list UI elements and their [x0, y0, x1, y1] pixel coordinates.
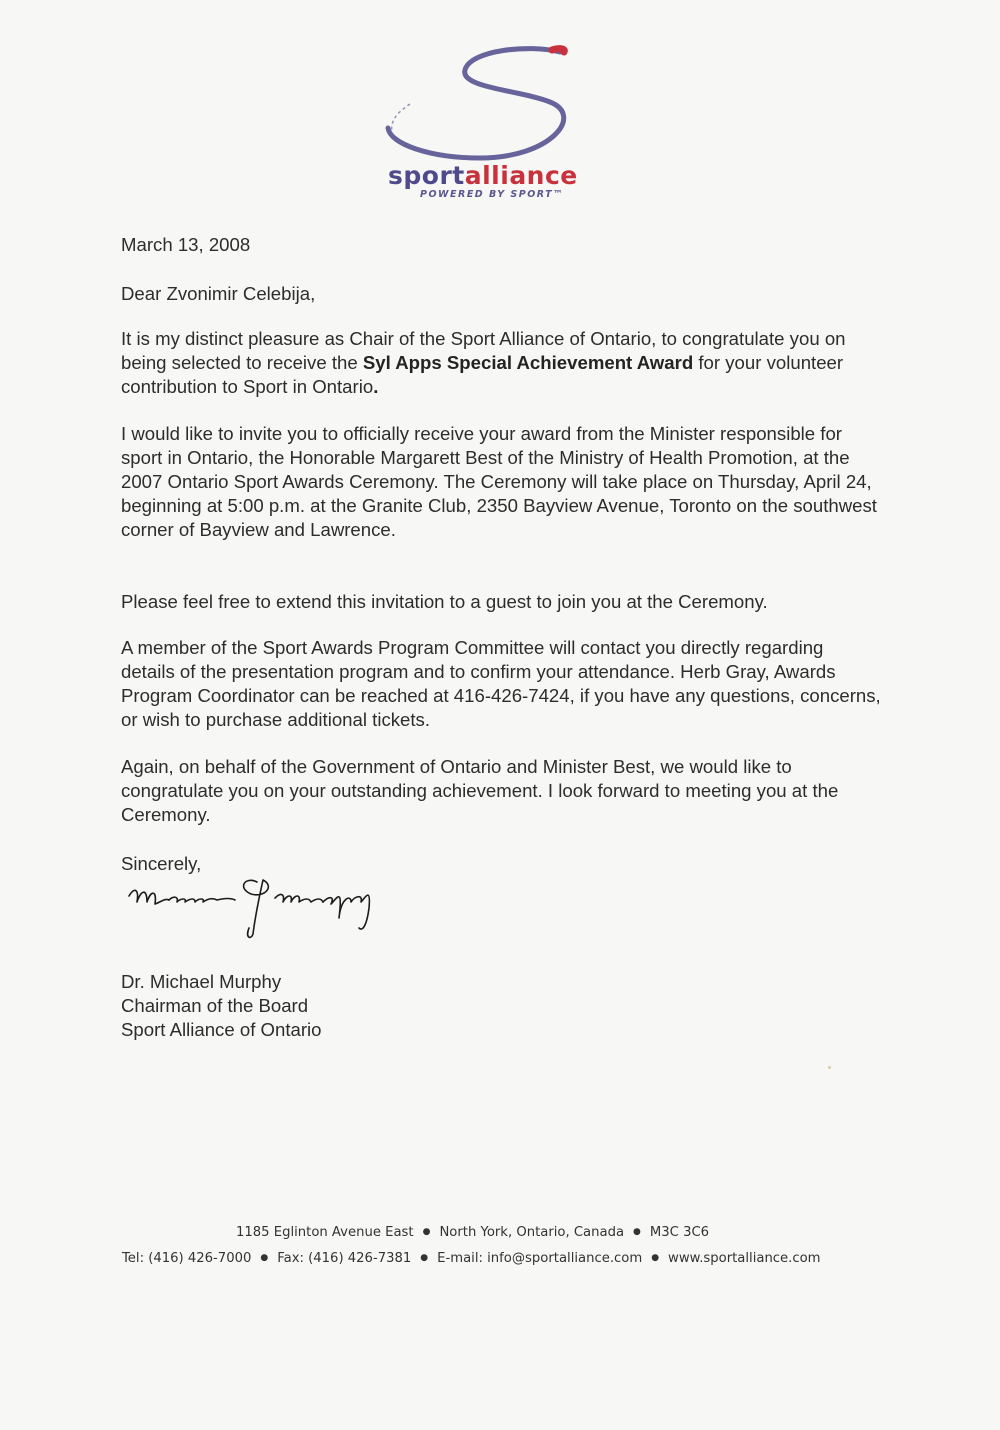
bullet-separator: ● [420, 1253, 429, 1263]
bullet-separator: ● [651, 1253, 660, 1263]
closing-remarks-text: Again, on behalf of the Government of Ontario and Minister Best, we would like to congratulate you on your outstanding achievement. I look forward to meeting you at the Ceremony. [121, 756, 839, 825]
footer-contact-line [122, 1251, 882, 1266]
p1-period: . [373, 376, 379, 397]
guest-text: Please feel free to extend this invitation to a guest to join you at the Ceremony. [121, 591, 768, 612]
brand-word-sport: sport [388, 161, 465, 190]
committee-text: A member of the Sport Awards Program Committee will contact you directly regarding details of the presentation program and to confirm your attendance. Herb Gray, Awards Program Coordinator can be reached at 416-426-7424, if you have any questions, concerns, or wish to purchase additional tickets. [121, 637, 881, 730]
bullet-separator: ● [422, 1227, 431, 1237]
brand-wordmark [388, 162, 598, 190]
p1-rest: for your volunteer contribution to Sport in Ontario [121, 352, 844, 397]
invitation-text: I would like to invite you to officially receive your award from the Minister responsible for sport in Ontario, the Honorable Margarett Best of the Ministry of Health Promotion, at the 2007 Ontario Sport Awards Ceremony. The Ceremony will take place on Thursday, April 24, beginning at 5:00 p.m. at the Granite Club, 2350 Bayview Avenue, Toronto on the southwest corner of Bayview and Lawrence. [121, 423, 877, 540]
paragraph-committee [121, 636, 881, 732]
p1-intro: It is my distinct pleasure as Chair of the Sport Alliance of Ontario, to congratulate you on being selected to receive the [121, 328, 846, 373]
paragraph-closing-remarks [121, 755, 881, 827]
footer-fax: Fax: (416) 426-7381 [277, 1251, 412, 1266]
signer-name: Dr. Michael Murphy [121, 971, 282, 992]
paragraph-guest [121, 590, 881, 614]
bullet-separator: ● [260, 1253, 269, 1263]
handwritten-signature [125, 868, 405, 948]
signer-title: Chairman of the Board [121, 995, 309, 1016]
bullet-separator: ● [633, 1227, 641, 1237]
footer-city: North York, Ontario, Canada [439, 1225, 625, 1240]
paragraph-congratulations [121, 327, 881, 399]
footer-telephone: Tel: (416) 426-7000 [122, 1251, 252, 1266]
footer-street: 1185 Eglinton Avenue East [236, 1225, 414, 1240]
signer-organization: Sport Alliance of Ontario [121, 1019, 322, 1040]
letter-date: March 13, 2008 [121, 234, 251, 255]
footer-email[interactable]: E-mail: info@sportalliance.com [437, 1251, 643, 1266]
salutation: Dear Zvonimir Celebija, [121, 283, 316, 304]
paper-speck [828, 1066, 831, 1069]
swoosh-s-icon [380, 40, 620, 165]
award-name: Syl Apps Special Achievement Award [362, 352, 694, 373]
brand-tagline: POWERED BY SPORT™ [420, 189, 565, 200]
footer-address-line [236, 1225, 796, 1240]
footer-postal-code: M3C 3C6 [649, 1225, 710, 1240]
brand-word-alliance: alliance [464, 161, 578, 190]
complimentary-close: Sincerely, [121, 853, 202, 874]
paragraph-invitation [121, 422, 881, 542]
signer-block [121, 970, 881, 1042]
sport-alliance-logo [380, 40, 620, 215]
footer-website[interactable]: www.sportalliance.com [668, 1251, 821, 1266]
